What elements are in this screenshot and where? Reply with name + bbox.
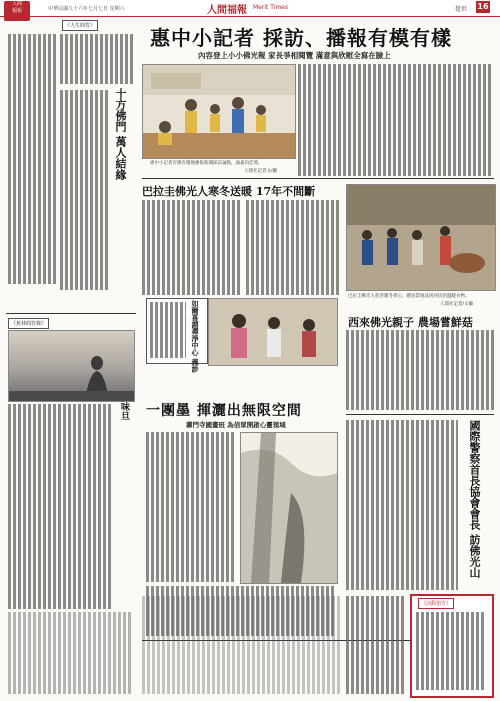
brand-name: 人間福報 [207,5,247,16]
article-text [8,34,56,284]
story4-photo [346,184,496,291]
feature-title: 十方佛門 萬人結緣 [114,88,127,180]
ink-painting-photo [240,432,338,584]
activity-title: 《活動預告》 [418,598,454,609]
story4-photo-credit: 人間社記者/文攝 [440,302,474,307]
newspaper-logo: 人間 福報 [4,1,30,21]
story3-headline: 一團墨 揮灑出無限空間 [146,403,302,419]
article-text [246,200,340,295]
article-text [142,200,242,295]
article-text [8,404,112,609]
activity-text [416,612,486,690]
story5-headline: 國際警察首長協會會長 訪佛光山 [468,420,481,578]
article-text [8,612,133,694]
story4-headline: 西來佛光親子 農場嘗鮮菇 [348,316,473,329]
main-photo [142,64,296,159]
fiction-column-title: 《蕉林問答錄》 [8,318,49,329]
fiction-subtitle: 味旦 [119,402,129,420]
brand-name-english: Merit Times [253,4,289,11]
buddha-statue-icon [9,331,134,401]
article-text [346,596,406,694]
article-text [150,302,186,358]
main-photo-credit: 人間社記者文/攝 [244,169,278,174]
section-name: 覺世 [455,6,468,13]
page-number: 16 [477,2,489,11]
divider [346,414,494,415]
article-text [146,432,236,582]
article-text [298,64,493,176]
article-text [346,420,458,590]
article-text [346,330,494,410]
main-subhead: 內容登上小小佛光報 家長爭相閱覽 滿意與欣慰全寫在臉上 [198,51,391,60]
article-text [142,596,342,694]
dateline: 中華民國九十六年七月七日 星期六 [48,6,125,12]
sunset-buddha-photo [8,330,135,402]
main-photo-caption: 惠中小記者有模有樣地播報新聞採訪論點，誠嘉向佳瑤。 [150,161,263,166]
divider [6,313,136,314]
story3-subhead: 壽門寺國畫班 為信眾開啟心靈領域 [186,421,286,429]
article-text [60,34,135,84]
clinic-photo [208,298,338,366]
divider [142,178,494,179]
story2-headline: 巴拉圭佛光人寒冬送暖 17年不間斷 [142,185,316,198]
column-title: 《人生問答》 [62,20,98,31]
story4-photo-caption: 巴拉圭佛光人慈善暖冬愛心，贈送當地貧困居民的溫暖衣物。 [348,294,470,299]
main-headline: 惠中小記者 採訪、播報有模有樣 [150,26,452,50]
article-text [60,90,108,290]
clinic-box-title: 如爾喜謂禪淨中心 義診 [191,300,200,373]
